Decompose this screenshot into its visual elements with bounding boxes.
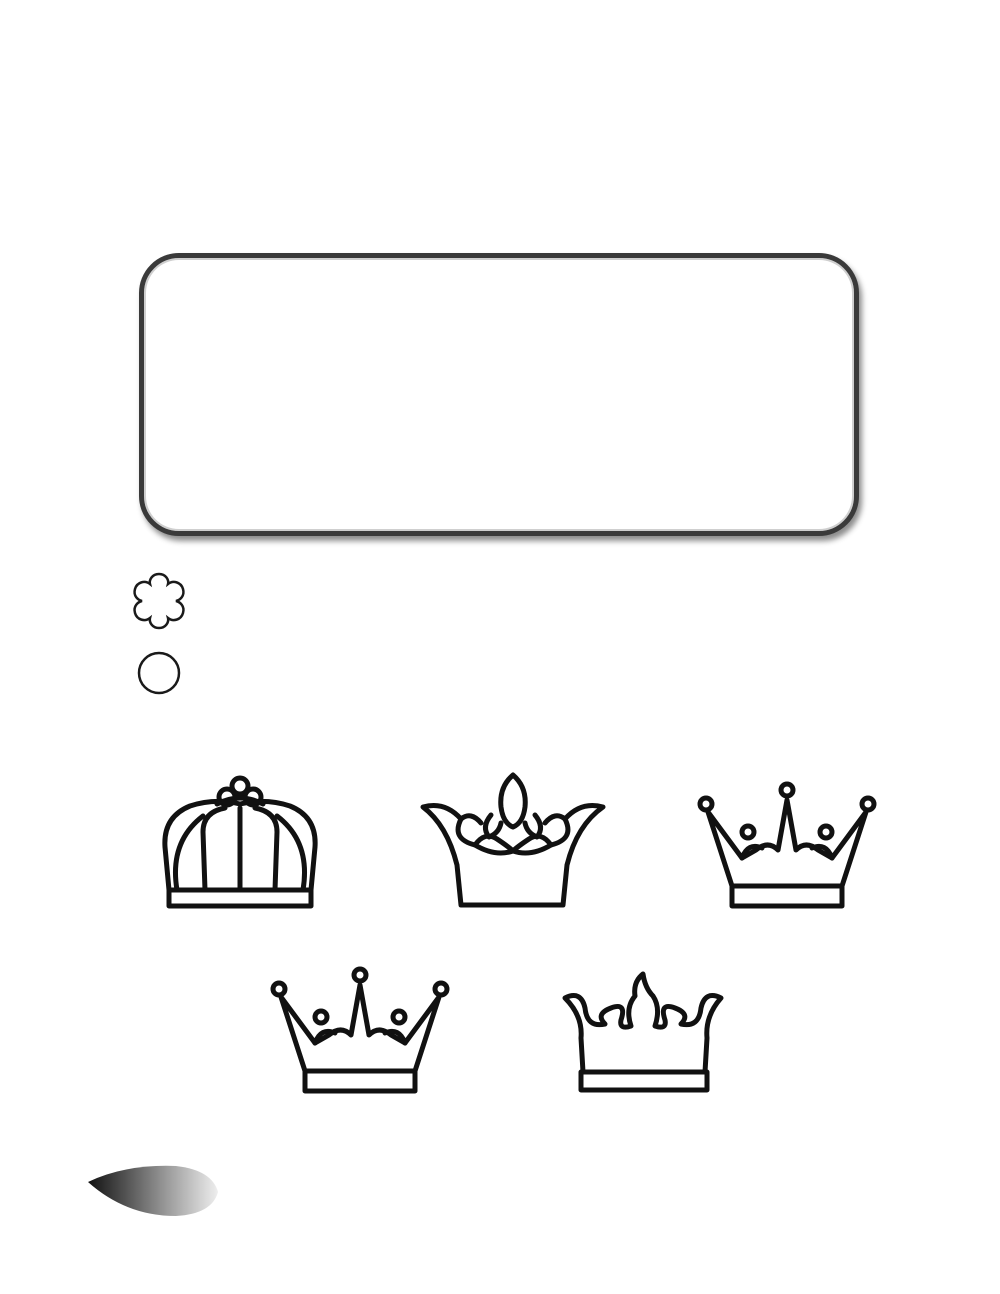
crown-1-round-icon[interactable] (155, 772, 325, 917)
crown-3-points-icon[interactable] (692, 780, 882, 915)
page-number-leaf-icon (86, 1162, 222, 1220)
crown-5-flame-icon[interactable] (555, 968, 735, 1103)
crown-2-fleur-icon[interactable] (415, 765, 610, 915)
crown-4-points-icon[interactable] (265, 965, 455, 1100)
task-1 (0, 570, 1000, 634)
bottom-leaf-border (220, 1182, 918, 1202)
intro-frame (139, 253, 859, 536)
flower-badge-icon (128, 570, 190, 632)
task-a (0, 650, 1000, 720)
letter-badge-icon (136, 650, 182, 696)
top-leaf-border (82, 82, 918, 104)
